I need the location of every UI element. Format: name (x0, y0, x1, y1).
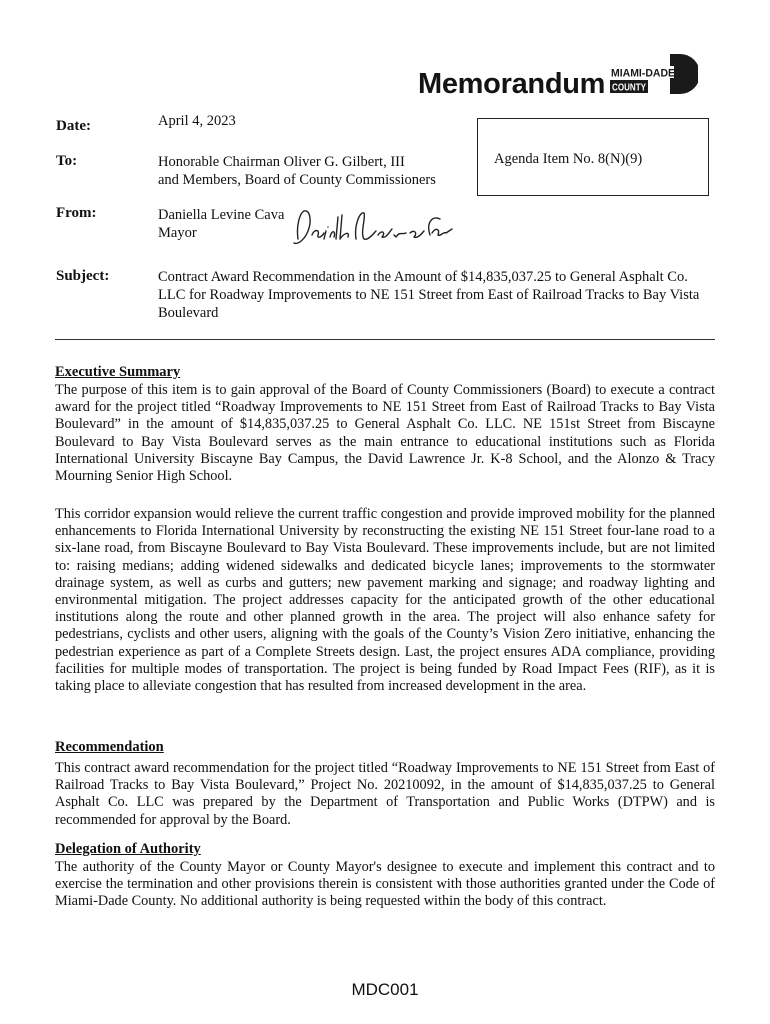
miami-dade-county-logo (608, 52, 698, 96)
to-recipients (158, 153, 436, 189)
from-line-1: Daniella Levine Cava (158, 207, 285, 223)
recommendation-paragraph: This contract award recommendation for the project titled “Roadway Improvements to NE 151 Street from East of Railroad Tracks to Bay Vista Boulevard,” Project No. 20210092, in the amount of $14,835,037.25 to General Asphalt Co. LLC was prepared by the Department of Transportation and Public Works (DTPW) and is recommended for approval by the Board. (55, 760, 715, 828)
recommendation-heading: Recommendation (55, 739, 164, 755)
delegation-paragraph: The authority of the County Mayor or County Mayor's designee to execute and implement this contract and to exercise the termination and other provisions therein is consistent with those authorities granted under the Code of Miami-Dade County. No additional authority is being requested within the body of this contract. (55, 859, 715, 910)
mayor-signature (290, 205, 470, 251)
subject-line-2: LLC for Roadway Improvements to NE 151 Street from East of Railroad Tracks to Bay Vista (158, 287, 700, 303)
header-divider (55, 339, 715, 340)
date-value: April 4, 2023 (158, 113, 236, 129)
subject-label: Subject: (56, 268, 110, 284)
to-line-2: and Members, Board of County Commissioners (158, 172, 436, 188)
executive-summary-paragraph-1: The purpose of this item is to gain approval of the Board of County Commissioners (Board) to execute a contract award for the project titled “Roadway Improvements to NE 151 Street from East of Railroad Tracks to Bay Vista Boulevard” in the amount of $14,835,037.25 to General Asphalt Co. LLC. NE 151st Street from Biscayne Boulevard to Bay Vista Boulevard serves as the main entrance to educational institutions such as Florida International University Biscayne Bay Campus, the David Lawrence Jr. K-8 School, and the Alonzo & Tracy Mourning Senior High School. (55, 382, 715, 485)
memo-title: Memorandum (418, 68, 606, 100)
agenda-item-number: Agenda Item No. 8(N)(9) (494, 151, 643, 167)
executive-summary-heading: Executive Summary (55, 364, 181, 380)
logo-line2: COUNTY (612, 82, 647, 94)
subject-text (158, 268, 699, 322)
from-line-2: Mayor (158, 225, 197, 241)
executive-summary-paragraph-2: This corridor expansion would relieve the current traffic congestion and provide improved mobility for the planned enhancements to Florida International University by reconstructing the existing NE 151 Street four-lane road to a six-lane road, from Biscayne Boulevard to Bay Vista Boulevard. These improvements include, but are not limited to: raising medians; adding widened sidewalks and dedicated bicycle lanes; improvements to the stormwater drainage system, as well as curbs and gutters; new pavement marking and signage; and roadway lighting and environmental mitigation. The project addresses capacity for the anticipated growth of the other educational institutions along the route and other planned growth in the area. The project will also enhance safety for pedestrians, cyclists and other users, aligning with the goals of the County’s Vision Zero initiative, enhancing the pedestrian experience as part of a Complete Streets design. Last, the project ensures ADA compliance, providing facilities for multiple modes of transportation. The project is being funded by Road Impact Fees (RIF), as it is taking place to alleviate congestion that has resulted from increased development in the area. (55, 506, 715, 695)
agenda-item-box (477, 118, 709, 196)
document-code: MDC001 (351, 980, 419, 999)
to-label: To: (56, 153, 78, 169)
from-label: From: (56, 205, 97, 221)
subject-line-3: Boulevard (158, 305, 219, 321)
delegation-heading: Delegation of Authority (55, 841, 201, 857)
date-label: Date: (56, 118, 91, 134)
subject-line-1: Contract Award Recommendation in the Amount of $14,835,037.25 to General Asphalt Co. (158, 269, 688, 285)
logo-line1: MIAMI-DADE (611, 67, 675, 80)
to-line-1: Honorable Chairman Oliver G. Gilbert, III (158, 154, 405, 170)
from-sender (158, 206, 284, 242)
